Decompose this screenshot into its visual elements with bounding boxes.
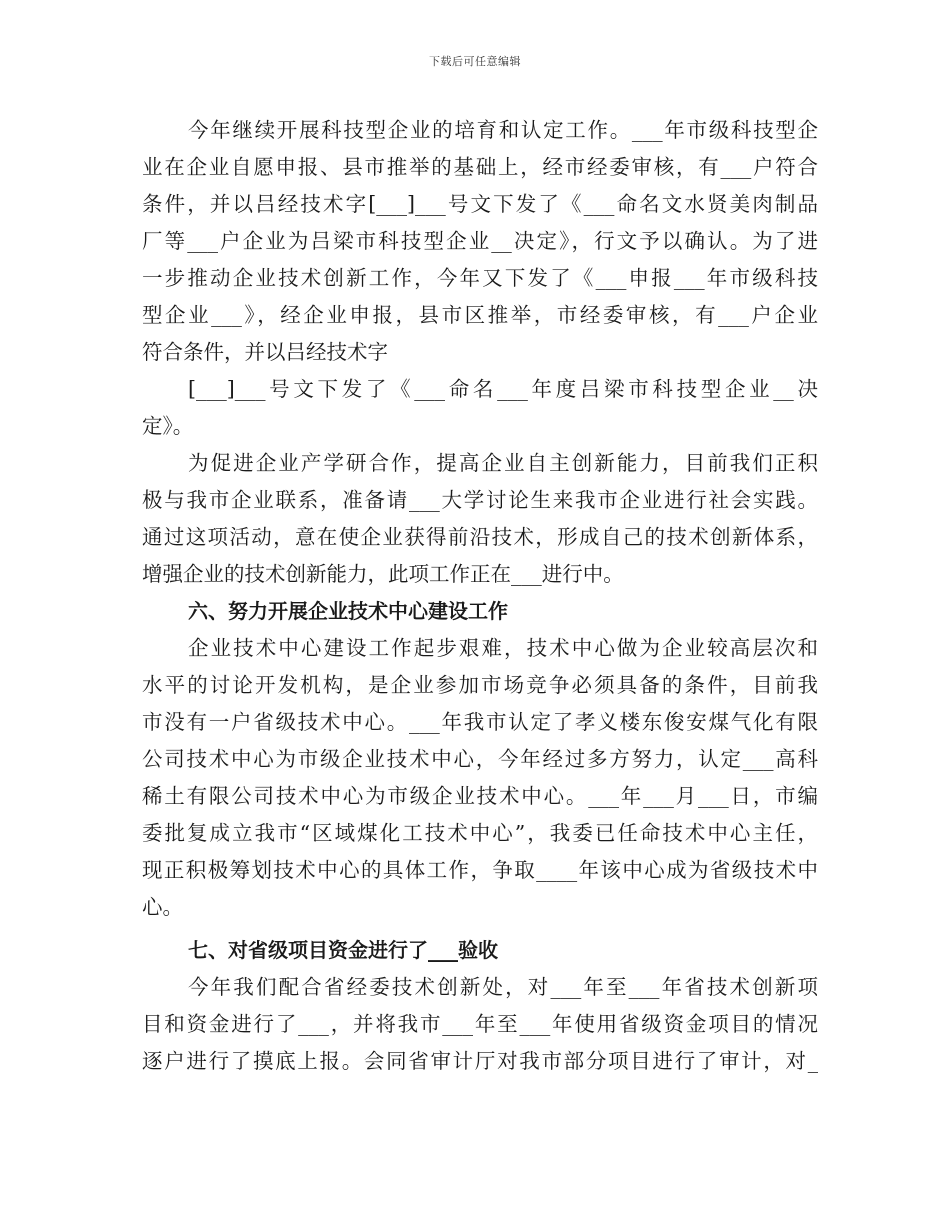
paragraph-line: 逐户进行了摸底上报。会同省审计厅对我市部分项目进行了审计，对_ [142, 1049, 818, 1073]
paragraph-line: 目和资金进行了___，并将我市___年至___年使用省级资金项目的情况 [142, 1012, 818, 1036]
paragraph-line: 厂等___户企业为吕梁市科技型企业__决定》，行文予以确认。为了进 [142, 229, 818, 253]
paragraph-line: 一步推动企业技术创新工作，今年又下发了《___申报___年市级科技 [142, 266, 818, 290]
paragraph-line: 为促进企业产学研合作，提高企业自主创新能力，目前我们正积 [188, 451, 818, 475]
section-heading: 七、对省级项目资金进行了___验收 [188, 938, 498, 962]
paragraph-line: 型企业___》，经企业申报，县市区推举，市经委审核，有___户企业 [142, 303, 818, 327]
paragraph-line: 今年继续开展科技型企业的培育和认定工作。___年市级科技型企 [188, 118, 818, 142]
paragraph-line: 水平的讨论开发机构，是企业参加市场竞争必须具备的条件，目前我 [142, 673, 818, 697]
document-body [142, 112, 818, 1080]
paragraph-line: 委批复成立我市“区域煤化工技术中心”，我委已任命技术中心主任， [142, 821, 818, 845]
section-heading: 六、努力开展企业技术中心建设工作 [188, 599, 508, 623]
paragraph-line: 通过这项活动，意在使企业获得前沿技术，形成自己的技术创新体系， [142, 525, 818, 549]
paragraph-line: 稀土有限公司技术中心为市级企业技术中心。___年___月___日，市编 [142, 784, 818, 808]
paragraph-line: 业在企业自愿申报、县市推举的基础上，经市经委审核，有___户符合 [142, 155, 818, 179]
paragraph-line: [___]___号文下发了《___命名___年度吕梁市科技型企业__决 [188, 377, 818, 401]
paragraph-line: 现正积极筹划技术中心的具体工作，争取____年该中心成为省级技术中 [142, 858, 818, 882]
paragraph-line: 心。 [142, 895, 183, 919]
paragraph-line: 市没有一户省级技术中心。___年我市认定了孝义楼东俊安煤气化有限 [142, 710, 818, 734]
paragraph-line: 公司技术中心为市级企业技术中心，今年经过多方努力，认定___高科 [142, 747, 818, 771]
paragraph-line: 增强企业的技术创新能力，此项工作正在___进行中。 [142, 562, 624, 586]
paragraph-line: 定》。 [142, 414, 194, 438]
paragraph-line: 今年我们配合省经委技术创新处，对___年至___年省技术创新项 [188, 975, 818, 999]
paragraph-line: 符合条件，并以吕经技术字 [142, 340, 388, 364]
page-header: 下载后可任意编辑 [429, 55, 521, 68]
paragraph-line: 条件，并以吕经技术字[___]___号文下发了《___命名文水贤美肉制品 [142, 192, 818, 216]
paragraph-line: 企业技术中心建设工作起步艰难，技术中心做为企业较高层次和 [188, 636, 818, 660]
paragraph-line: 极与我市企业联系，准备请___大学讨论生来我市企业进行社会实践。 [142, 488, 818, 512]
